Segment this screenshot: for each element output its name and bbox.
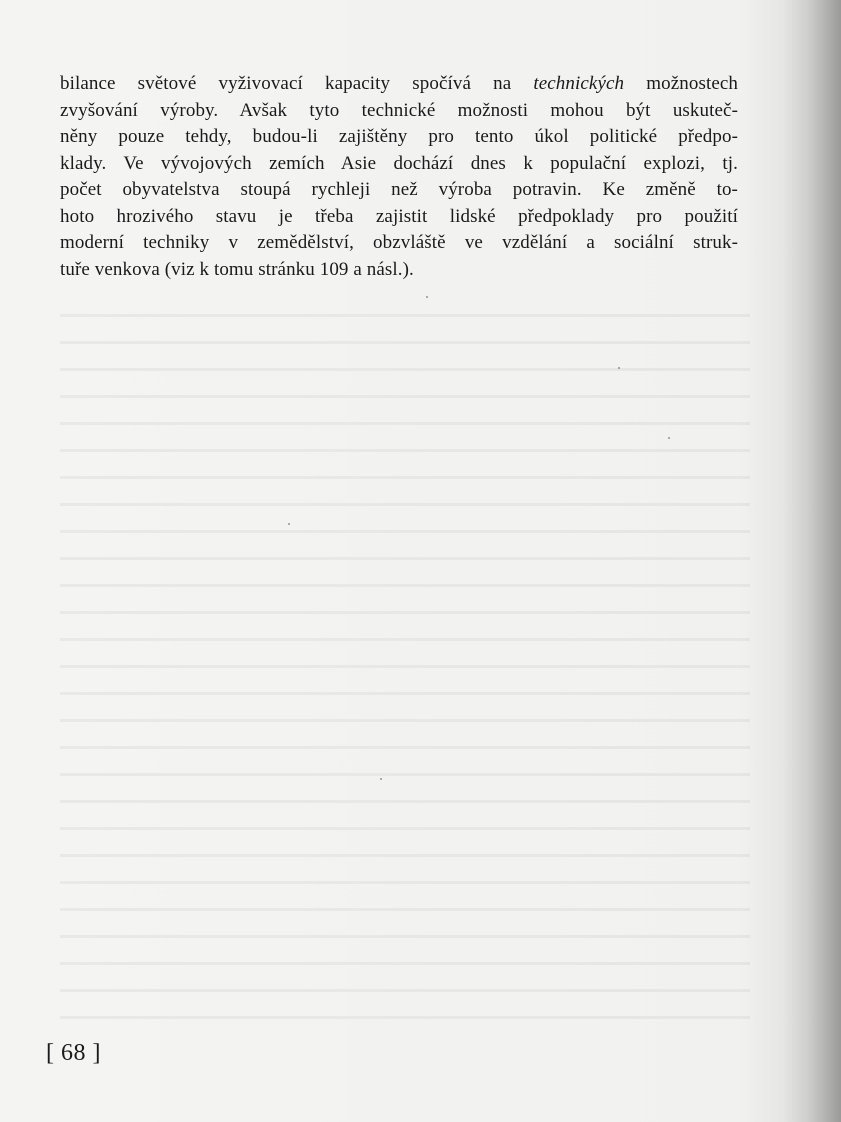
paper-speck [426,296,428,298]
text-line: zvyšování výroby. Avšak tyto technické možnosti mohou být uskuteč- [60,99,738,121]
text-line: hoto hrozivého stavu je třeba zajistit lidské předpoklady pro použití [60,205,738,227]
text-line: bilance světové vyživovací kapacity spočívá na technických možnostech [60,73,738,94]
text-line: tuře venkova (viz k tomu stránku 109 a násl.). [60,258,414,280]
paper-speck [668,437,670,439]
text-line: počet obyvatelstva stoupá rychleji než výroba potravin. Ke změně to- [60,179,738,200]
show-through-text [60,300,750,1020]
page-number: [ 68 ] [46,1040,101,1066]
paper-speck [288,523,290,525]
body-paragraph [60,71,738,283]
text-line: něny pouze tehdy, budou-li zajištěny pro tento úkol politické předpo- [60,126,738,147]
emphasized-word: technických [533,73,625,94]
text-line: klady. Ve vývojových zemích Asie dochází dnes k populační explozi, tj. [60,152,738,174]
text-line: moderní techniky v zemědělství, obzvláště ve vzdělání a sociální struk- [60,232,738,253]
paper-speck [618,367,620,369]
paper-speck [380,778,382,780]
